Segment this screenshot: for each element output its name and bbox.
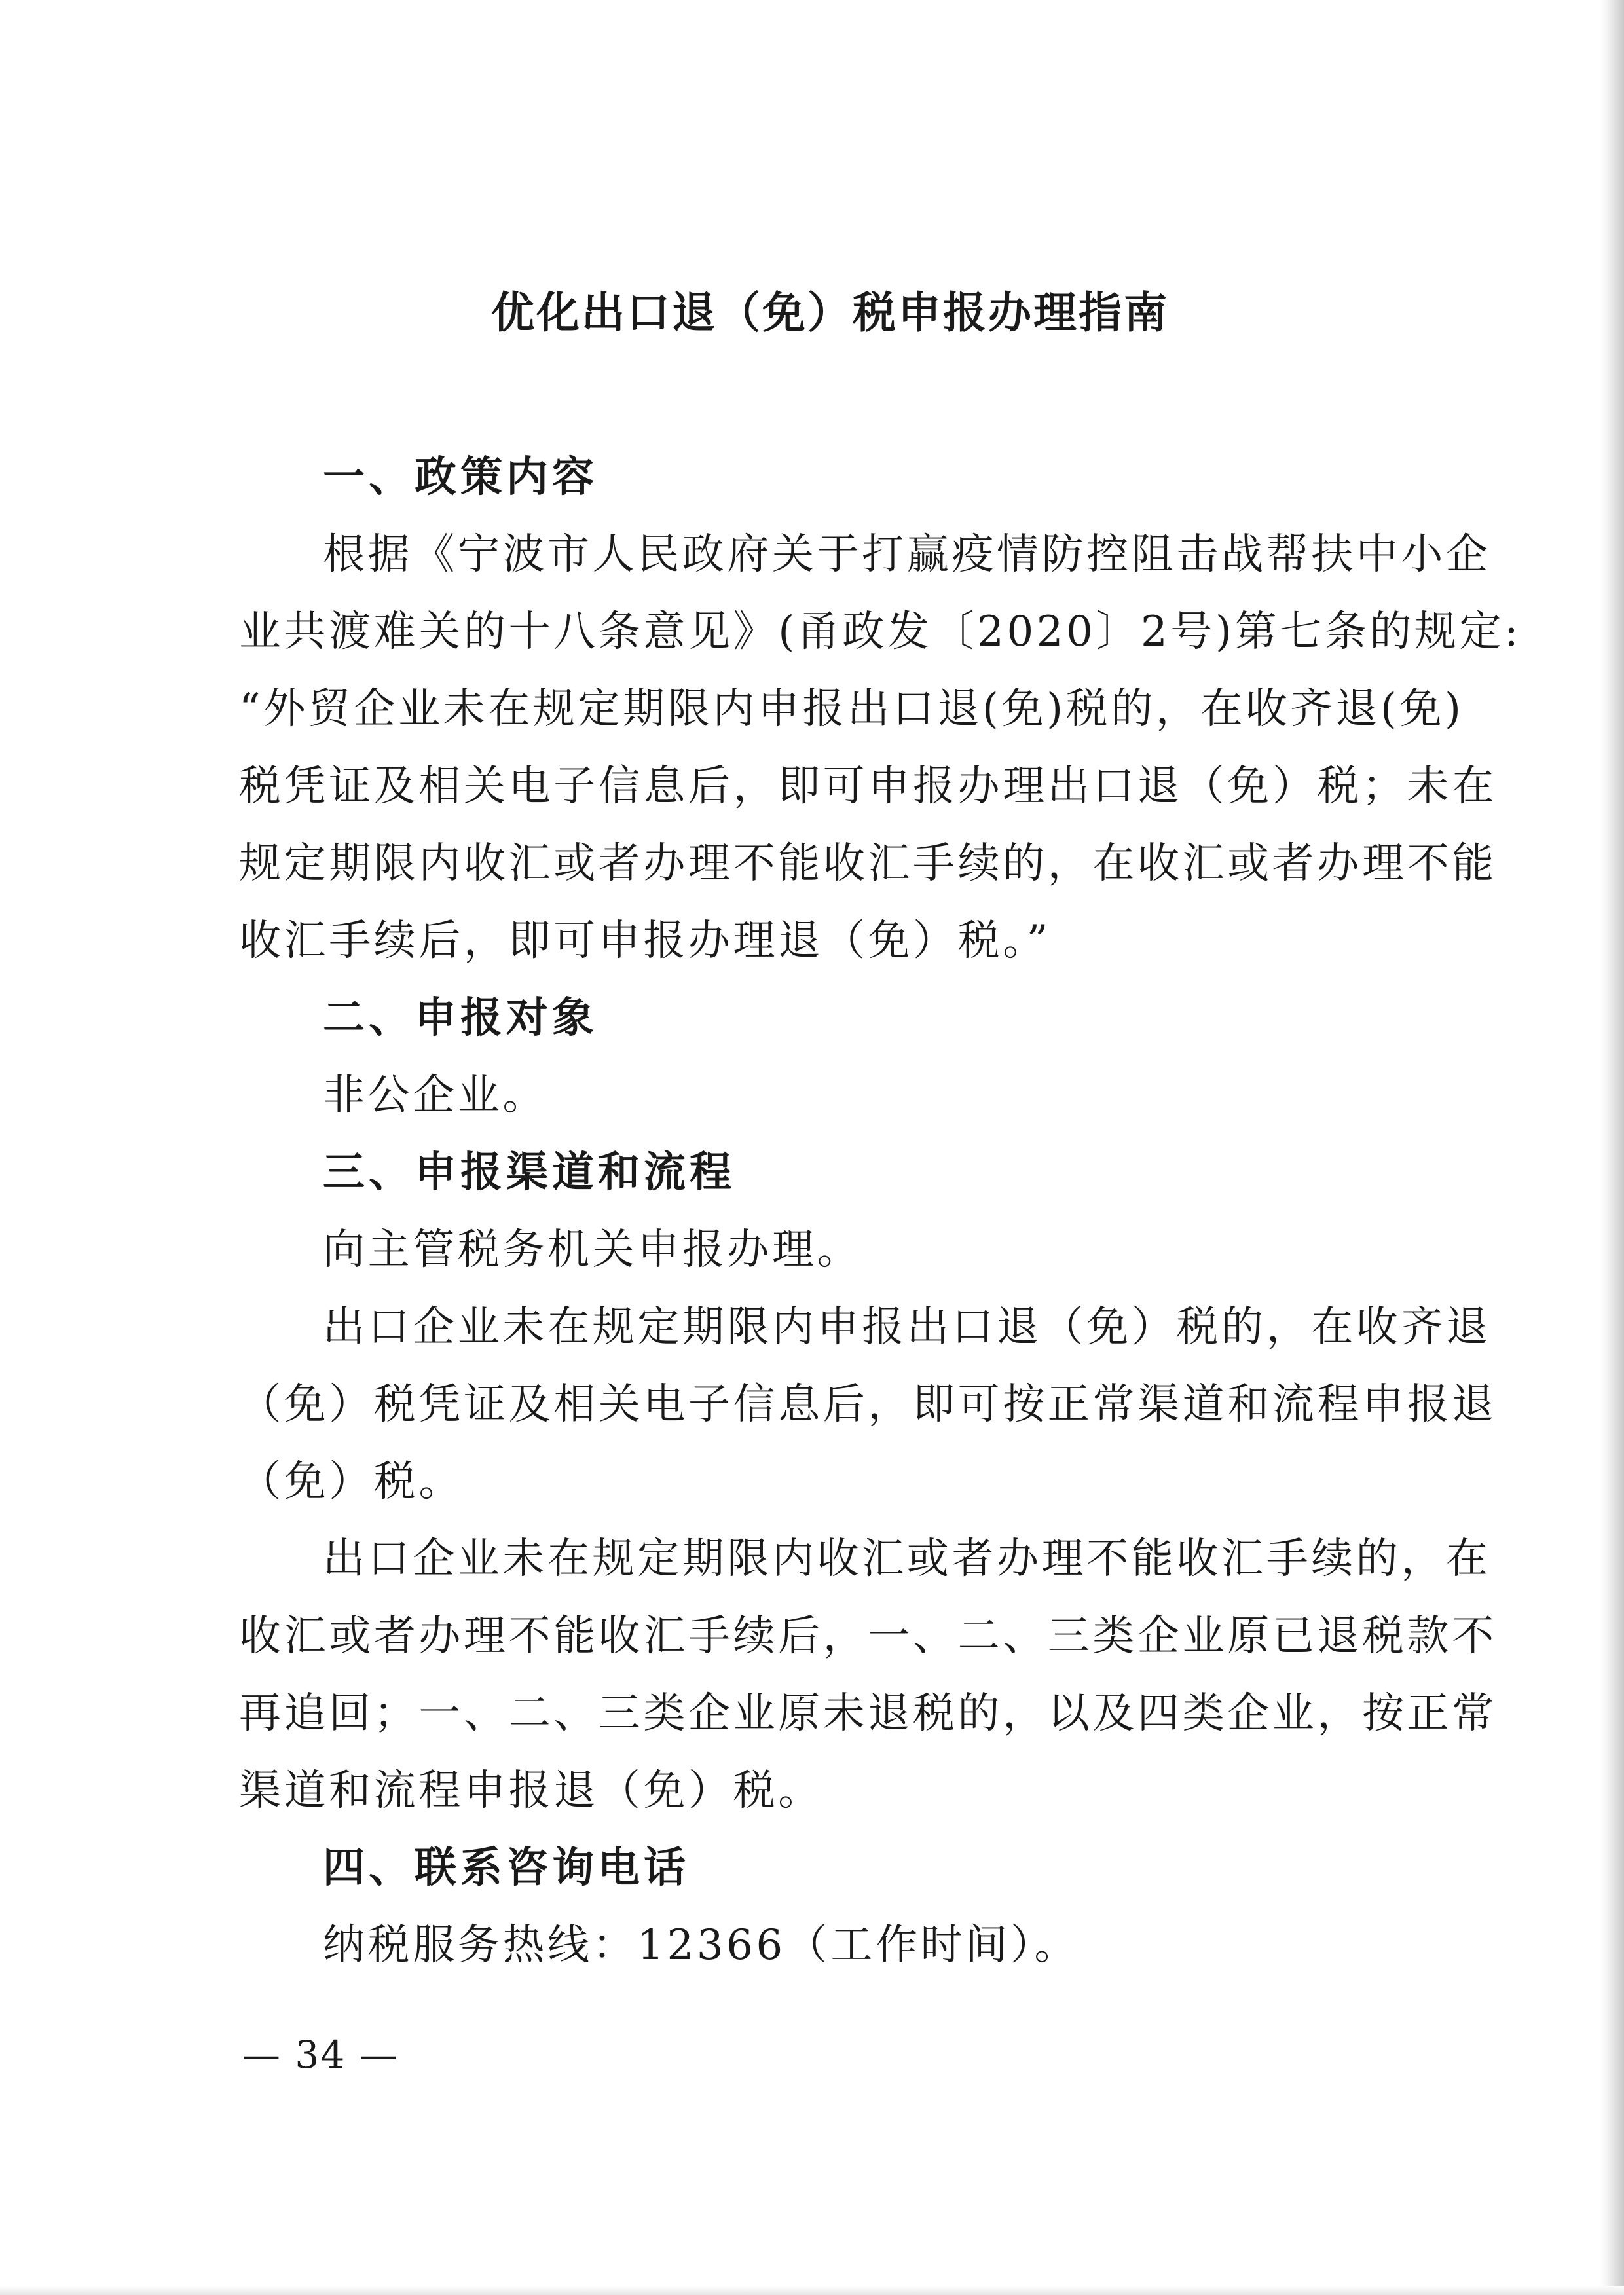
body-line: 非公企业。: [323, 1071, 547, 1120]
body-line: “外贸企业未在规定期限内申报出口退(免)税的，在收齐退(免): [239, 685, 1464, 733]
body-line: 规定期限内收汇或者办理不能收汇手续的，在收汇或者办理不能: [239, 839, 1497, 888]
scan-bottom-edge: [0, 2286, 1624, 2295]
body-line: 向主管税务机关申报办理。: [323, 1226, 862, 1274]
scan-edge: [1600, 0, 1624, 2295]
body-line: 收汇手续后，即可申报办理退（免）税。”: [239, 917, 1052, 965]
body-line: 渠道和流程申报退（免）税。: [239, 1767, 823, 1815]
body-line: （免）税凭证及相关电子信息后，即可按正常渠道和流程申报退: [239, 1380, 1497, 1429]
section-heading-policy: 一、政策内容: [323, 452, 598, 502]
document-title: 优化出口退（免）税申报办理指南: [491, 287, 1169, 338]
section-heading-channel: 三、申报渠道和流程: [323, 1148, 735, 1197]
section-heading-contact: 四、联系咨询电话: [323, 1843, 690, 1892]
page-number: — 34 —: [242, 2032, 399, 2077]
section-heading-applicants: 二、申报对象: [323, 993, 598, 1042]
body-line: 出口企业未在规定期限内收汇或者办理不能收汇手续的，在: [323, 1535, 1491, 1583]
body-line: 业共渡难关的十八条意见》(甬政发〔2020〕2号)第七条的规定:: [239, 608, 1522, 656]
document-body: [239, 439, 1522, 1984]
body-line: 出口企业未在规定期限内申报出口退（免）税的，在收齐退: [323, 1303, 1491, 1351]
body-line: 税凭证及相关电子信息后，即可申报办理出口退（免）税；未在: [239, 762, 1497, 811]
body-line: 根据《宁波市人民政府关于打赢疫情防控阻击战帮扶中小企: [323, 530, 1491, 579]
body-line: 再追回；一、二、三类企业原未退税的，以及四类企业，按正常: [239, 1689, 1497, 1738]
hotline-line: 纳税服务热线：12366（工作时间）。: [323, 1921, 1079, 1970]
body-line: （免）税。: [239, 1458, 464, 1506]
body-line: 收汇或者办理不能收汇手续后，一、二、三类企业原已退税款不: [239, 1612, 1497, 1661]
